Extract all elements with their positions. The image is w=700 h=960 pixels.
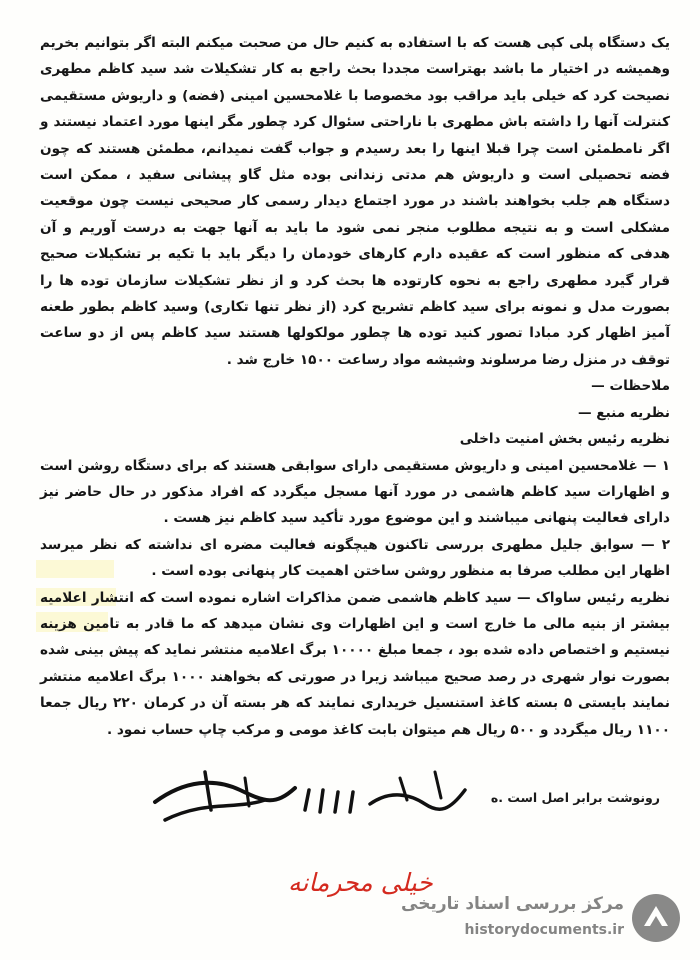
opinion-item-2: ۲ — سوابق جلیل مطهری بررسی تاکنون هیچگونه فعالیت مضره ای نداشته که نظر میرسد اظهار این مطلب صرفا به منظور روشن ساختن اهمیت کار پنهانی بوده است . (40, 536, 670, 580)
source-opinion-label: نظریه منبع — (577, 404, 670, 421)
document-body (40, 30, 670, 743)
main-paragraph: یک دستگاه پلی کپی هست که با استفاده به کنیم حال من صحبت میکنم البته اگر بتوانیم بخریم وهمیشه در اختیار ما باشد بهتراست مجددا بحث راجع به کار تشکیلات شد سید کاظم مطهری نصیحت کرد که خیلی باید مراقب بود مخصوصا با غلامحسین امینی (فضه) و داریوش مستقیمی کنترلت آنها را داشته باش مطهری با ناراحتی سئوال کرد چطور مگر اینها مورد اعتماد نیستند و اگر نامطمئن است چرا قبلا اینها را بعد رسیدم و جواب گفت نمیدانم، مطمئن هستند که چون فضه تحصیلی است و داریوش هم مدتی زندانی بوده مثل گاو پیشانی سفید ، ممکن است دستگاه هم جلب بخواهند باشند در مورد اجتماع دیدار رسمی کار صحیحی نیست چون موقعیت مشکلی است و به نتیجه مطلوب منجر نمی شود ما باید به آنها جهت به درست آوریم و آن هدفی که منظور است که عقیده دارم کارهای خودمان را دیگر باید با تکیه بر تشکیلات صحیح قرار گیرد مطهری راجع به نحوه کارتوده ها بحث کرد و از نظر تشکیلات سازمان توده ها را بصورت مدل و نمونه برای سید کاظم تشریح کرد (از نظر تنها تکاری) وسید کاظم بطور طعنه آمیز اظهار کرد مبادا تصور کنید توده ها چطور مولکولها هستند سید کاظم پس از دو ساعت توقف در منزل رضا مرسلوند وشیشه مواد رساعت ۱۵۰۰ خارج شد . (40, 35, 670, 368)
savak-chief-opinion: نظریه رئیس ساواک — سید کاظم هاشمی ضمن مذاکرات اشاره نموده است که انتشار اعلامیه بیشتر از بنیه مالی ما خارج است و این اظهارات وی نشان میدهد که ما قادر به تامین هزینه نیستیم و اختصاص داده شده بود ، جمعا مبلغ ۱۰۰۰۰ برگ اعلامیه منتشر نماید که پیش بینی شده بصورت نوار شهری در رصد صحیح میباشد زیرا در صورتی که بخواهند ۱۰۰۰ برگ اعلامیه منتشر نمایند بایستی ۵ بسته کاغذ استنسیل خریداری نمایند که هر بسته آن در کرمان ۲۲۰ ریال جمعا ۱۱۰۰ ریال میگردد و ۵۰۰ ریال هم میتوان بابت کاغذ مومی و مرکب چاپ حساب نمود . (40, 589, 670, 738)
archive-url: historydocuments.ir (464, 922, 624, 938)
remarks-label: ملاحظات — (591, 378, 670, 395)
classification-stamp: خیلی محرمانه (288, 868, 433, 897)
opinion-item-1: ۱ — غلامحسین امینی و داریوش مستقیمی دارای سوابقی هستند که برای دستگاه روشن است و اظهارات سید کاظم هاشمی در مورد آنها مسجل میگردد که افراد مذکور در حال حاضر نیز دارای فعالیت پنهانی میباشند و این موضوع مورد تأکید سید کاظم نیز هست . (40, 457, 670, 527)
archive-logo-icon (630, 892, 682, 944)
archive-watermark (390, 888, 690, 954)
copy-note: رونوشت برابر اصل است .ه (490, 790, 660, 805)
archive-name: مرکز بررسی اسناد تاریخی (401, 894, 624, 914)
internal-security-label: نظریه رئیس بخش امنیت داخلی (459, 431, 670, 448)
handwritten-signature (145, 760, 475, 840)
